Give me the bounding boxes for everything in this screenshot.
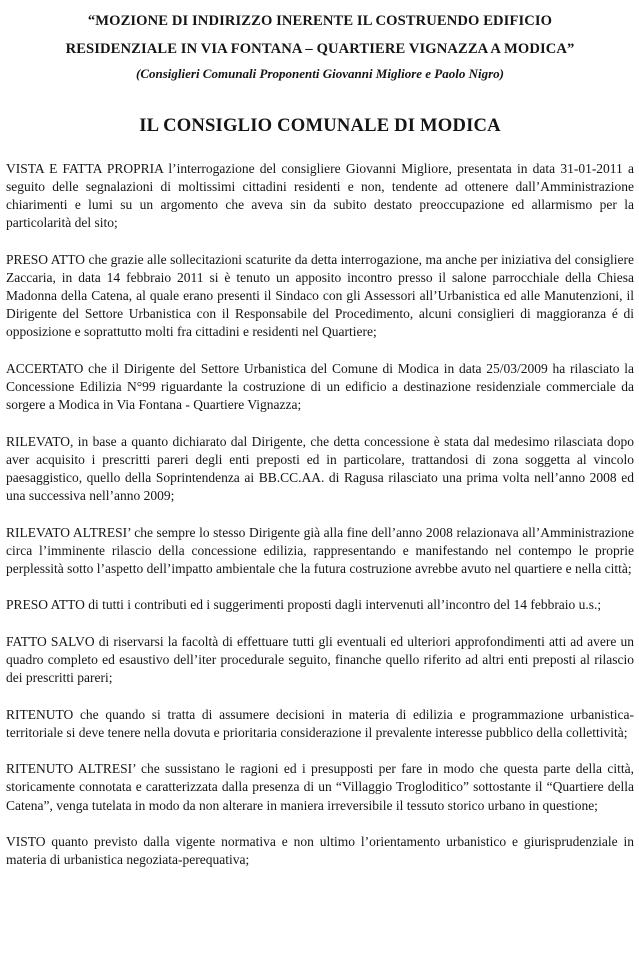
clause-vista: [6, 160, 634, 232]
clause-text: di tutti i contributi ed i suggerimenti proposti dagli intervenuti all’incontro del 14 febbraio u.s.;: [84, 597, 602, 613]
clause-accertato: [6, 360, 634, 414]
clause-lead: PRESO ATTO: [6, 597, 85, 613]
clause-rilevato-altresi: [6, 524, 634, 578]
clause-lead: RITENUTO: [6, 706, 74, 722]
clauses-list: [6, 160, 634, 869]
clause-lead: RILEVATO: [6, 433, 71, 449]
clause-text: che sussistano le ragioni ed i presupposti per fare in modo che questa parte della città, storicamente connotata e caratterizzata dalla presenza di un “Villaggio Trogloditico” sottostante il “Quartiere della Catena”, venga tutelata in modo da non alterare in maniera irreversibile il tessuto storico urbano in questione;: [6, 761, 634, 813]
motion-title-line-1: “MOZIONE DI INDIRIZZO INERENTE IL COSTRUENDO EDIFICIO: [87, 13, 553, 29]
clause-rilevato: [6, 433, 634, 505]
motion-title-line-2: RESIDENZIALE IN VIA FONTANA – QUARTIERE VIGNAZZA A MODICA”: [65, 41, 575, 57]
clause-text: , in base a quanto dichiarato dal Dirigente, che detta concessione è stata dal medesimo rilasciata dopo aver acquisito i prescritti pareri degli enti preposti ed in particolare, trattandosi di zona soggetta al vincolo paesaggistico, quello della Soprintendenza ai BB.CC.AA. di Ragusa rilasciato una prima volta nell’anno 2008 ed una successiva nell’anno 2009;: [6, 433, 634, 503]
clause-text: quanto previsto dalla vigente normativa e non ultimo l’orientamento urbanistico e giurisprudenziale in materia di urbanistica negoziata-perequativa;: [6, 834, 634, 868]
clause-lead: ACCERTATO: [6, 360, 84, 376]
clause-text: che quando si tratta di assumere decisioni in materia di edilizia e programmazione urbanistica-territoriale si deve tenere nella dovuta e prioritaria considerazione il prevalente interesse pubblico della collettività;: [6, 706, 634, 740]
clause-lead: VISTA E FATTA PROPRIA: [6, 161, 164, 176]
council-heading: IL CONSIGLIO COMUNALE DI MODICA: [139, 115, 501, 136]
clause-text: l’interrogazione del consigliere Giovanni Migliore, presentata in data 31-01-2011 a seguito delle segnalazioni di moltissimi cittadini residenti e non, tendente ad ottenere dall’Amministrazione chiarimenti e lumi su un argomento che aveva sin da subito destato preoccupazione ed allarmismo per la particolarità del sito;: [6, 161, 634, 231]
clause-ritenuto-altresi: [6, 760, 634, 814]
clause-lead: RILEVATO ALTRESI’: [6, 524, 131, 540]
clause-lead: PRESO ATTO: [6, 251, 85, 267]
clause-text: che sempre lo stesso Dirigente già alla fine dell’anno 2008 relazionava all’Amministrazione circa l’imminente rilascio della concessione edilizia, rappresentando e manifestando nel contempo le proprie perplessità sotto l’aspetto dell’impatto ambientale che la futura costruzione avrebbe avuto nel quartiere e nella città;: [6, 524, 635, 576]
clause-lead: FATTO SALVO: [6, 633, 95, 649]
clause-text: che grazie alle sollecitazioni scaturite da detta interrogazione, ma anche per iniziativa del consigliere Zaccaria, in data 14 febbraio 2011 si è tenuto un apposito incontro presso il salone parrocchiale della Chiesa Madonna della Catena, al quale erano presenti il Sindaco con gli Assessori all’Urbanistica ed alle Manutenzioni, il Dirigente del Settore Urbanistica con il Responsabile del Procedimento, alcuni consiglieri di maggioranza é di opposizione e soprattutto molti fra cittadini e residenti nel Quartiere;: [6, 251, 634, 340]
clause-ritenuto: [6, 706, 634, 742]
clause-visto: [6, 833, 634, 869]
proponents-subtitle: (Consiglieri Comunali Proponenti Giovanni Migliore e Paolo Nigro): [135, 66, 504, 81]
clause-preso-atto-contributi: [6, 596, 634, 614]
clause-preso-atto: [6, 251, 634, 341]
clause-text: che il Dirigente del Settore Urbanistica del Comune di Modica in data 25/03/2009 ha rilasciato la Concessione Edilizia N°99 riguardante la costruzione di un edificio a destinazione residenziale commerciale da sorgere a Modica in Via Fontana - Quartiere Vignazza;: [6, 360, 634, 413]
clause-lead: RITENUTO ALTRESI’: [6, 761, 136, 777]
clause-lead: VISTO: [6, 834, 46, 850]
clause-text: di riservarsi la facoltà di effettuare tutti gli eventuali ed ulteriori approfondimenti atti ad avere un quadro completo ed esaustivo dell’iter procedurale seguito, finanche quello riferito ad altri enti preposti al rilascio dei prescritti pareri;: [6, 633, 634, 686]
clause-fatto-salvo: [6, 633, 634, 687]
